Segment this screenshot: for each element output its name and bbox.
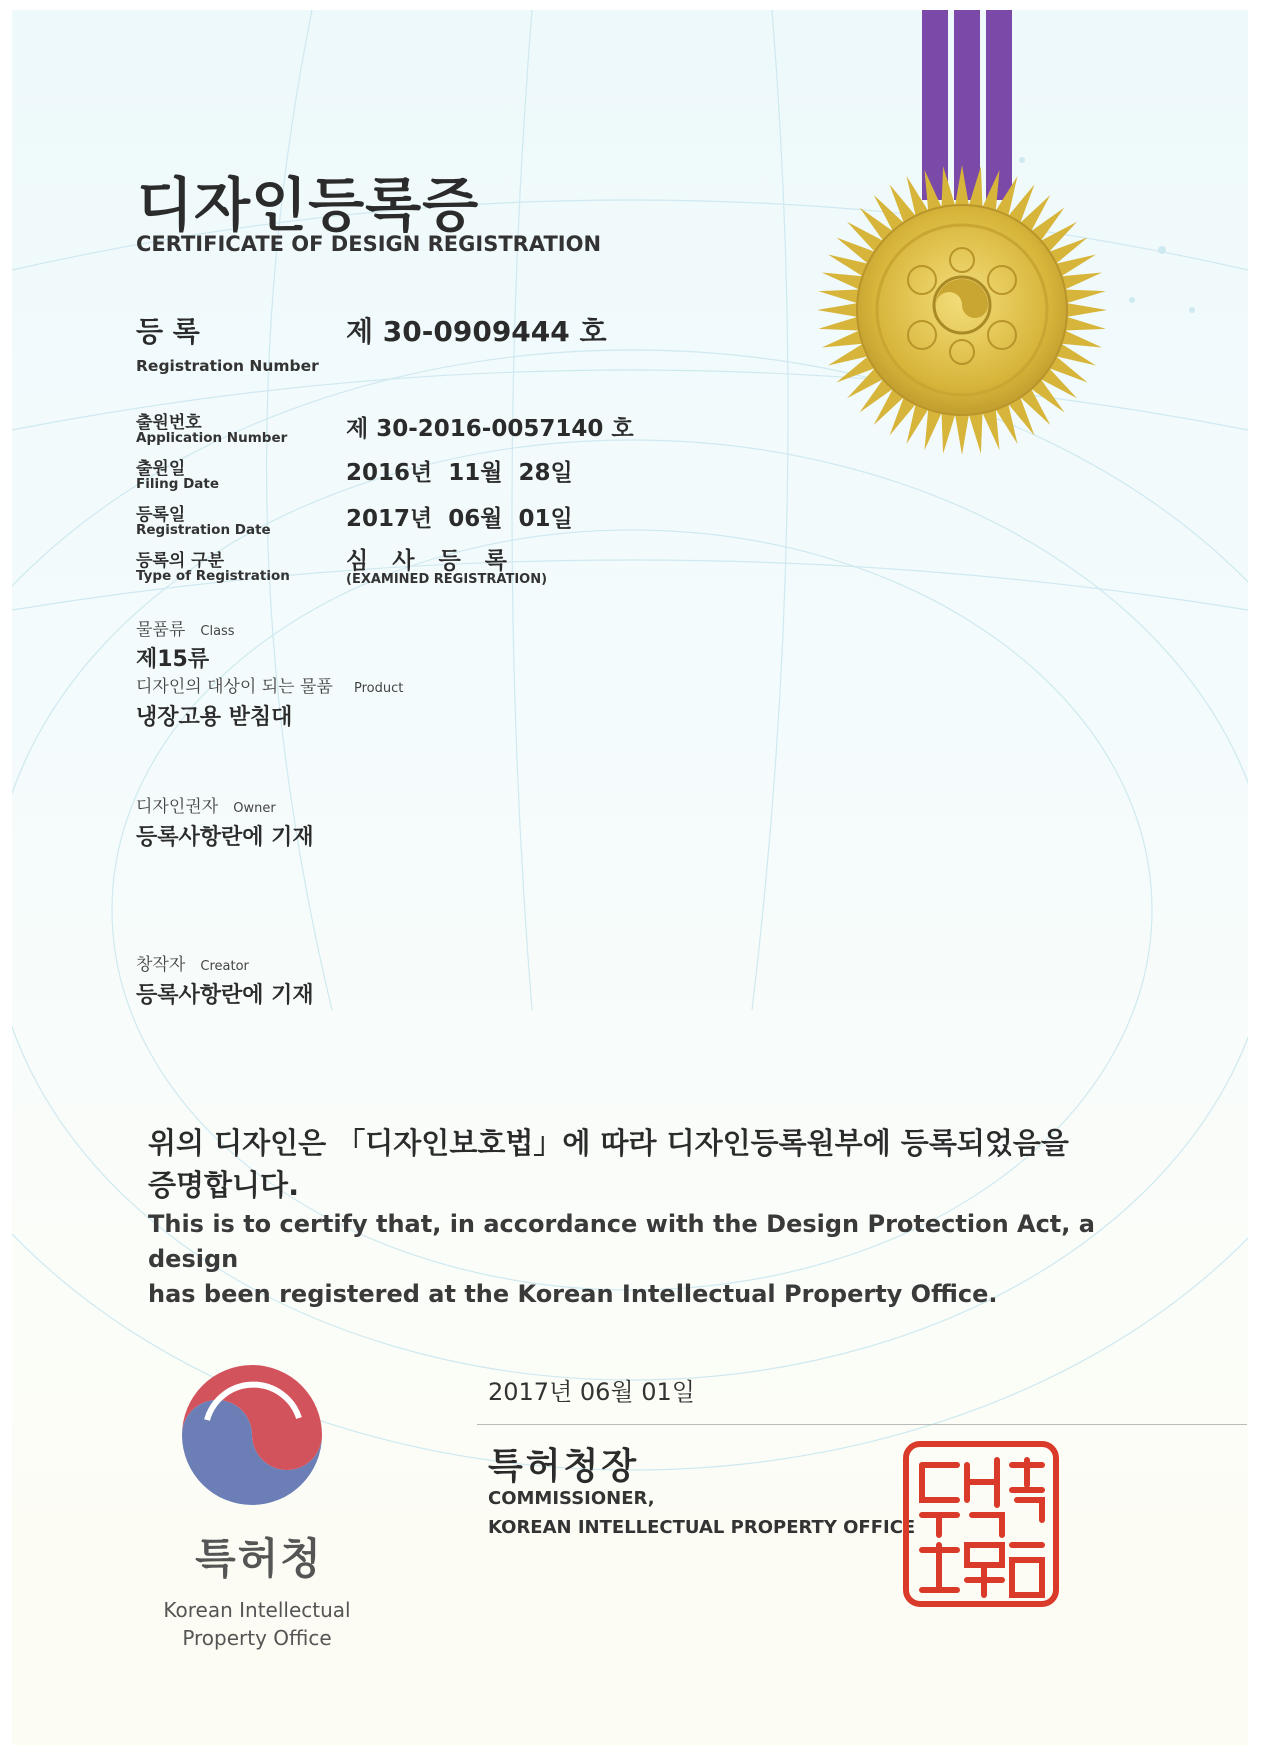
owner-value: 등록사항란에 기재 xyxy=(136,825,314,850)
class-value: 제15류 xyxy=(136,647,210,672)
owner-label xyxy=(136,792,276,817)
signature-divider xyxy=(477,1424,1247,1425)
registration-label-en: Registration Number xyxy=(136,357,319,375)
seal-ray xyxy=(818,290,859,304)
creator-label-en: Creator xyxy=(200,959,249,974)
application-number-label-en: Application Number xyxy=(136,430,288,446)
gold-seal-icon xyxy=(812,160,1112,460)
commissioner-title-en-line1: COMMISSIONER, xyxy=(488,1488,655,1509)
certification-statement-en xyxy=(148,1207,1148,1312)
class-label-en: Class xyxy=(200,624,235,639)
certification-statement-ko xyxy=(148,1122,1148,1206)
seal-ray xyxy=(822,273,863,290)
filing-date-label-ko: 출원일 xyxy=(136,459,186,479)
seal-ray xyxy=(818,317,859,331)
filing-date-label-en: Filing Date xyxy=(136,476,220,492)
registration-type-subvalue: (EXAMINED REGISTRATION) xyxy=(346,572,548,587)
seal-ray xyxy=(942,413,956,454)
class-label xyxy=(136,615,235,640)
product-value: 냉장고용 받침대 xyxy=(136,705,293,730)
issue-date: 2017년 06월 01일 xyxy=(488,1378,695,1406)
seal-ray xyxy=(822,331,863,348)
statement-ko-line1: 위의 디자인은 「디자인보호법」에 따라 디자인등록원부에 등록되었음을 xyxy=(148,1126,1069,1160)
seal-ray xyxy=(1061,331,1102,348)
seal-ray xyxy=(1061,273,1102,290)
commissioner-title-ko: 특허청장 xyxy=(488,1446,640,1487)
seal-ray xyxy=(817,303,857,317)
product-label xyxy=(136,672,403,697)
kipo-name-ko: 특허청 xyxy=(195,1534,323,1583)
kipo-name-en-line1: Korean Intellectual xyxy=(163,1598,351,1622)
registration-type-label-ko: 등록의 구분 xyxy=(136,551,225,571)
seal-ray xyxy=(983,170,1000,211)
registration-date-label-en: Registration Date xyxy=(136,522,271,538)
class-label-ko: 물품류 xyxy=(136,620,186,640)
certificate-title-en: CERTIFICATE OF DESIGN REGISTRATION xyxy=(136,232,602,256)
application-number-label-ko: 출원번호 xyxy=(136,413,202,433)
owner-label-ko: 디자인권자 xyxy=(136,797,219,817)
registration-number: 제 30-0909444 호 xyxy=(346,315,607,348)
filing-date-value: 2016년 11월 28일 xyxy=(346,460,573,486)
statement-ko-line2: 증명합니다. xyxy=(148,1168,300,1202)
product-label-ko: 디자인의 대상이 되는 물품 xyxy=(136,677,333,697)
seal-ray xyxy=(983,409,1000,450)
seal-ray xyxy=(925,170,942,211)
registration-date-value: 2017년 06월 01일 xyxy=(346,506,573,532)
owner-label-en: Owner xyxy=(233,801,276,816)
seal-ray xyxy=(942,166,956,207)
statement-en-line2: has been registered at the Korean Intellectual Property Office. xyxy=(148,1280,998,1308)
seal-ray xyxy=(969,413,983,454)
seal-ray xyxy=(1065,290,1106,304)
application-number-value: 제 30-2016-0057140 호 xyxy=(346,416,634,442)
seal-ray xyxy=(1067,303,1107,317)
creator-label xyxy=(136,950,249,975)
certificate-sheet xyxy=(12,10,1248,1745)
seal-ray xyxy=(1065,317,1106,331)
certificate-title-ko: 디자인등록증 xyxy=(137,171,480,239)
registration-label-ko: 등 록 xyxy=(136,315,200,348)
kipo-logo-icon xyxy=(177,1360,327,1510)
seal-ray xyxy=(955,415,969,455)
official-red-stamp-icon xyxy=(902,1440,1062,1610)
kipo-name-en-line2: Property Office xyxy=(182,1626,332,1650)
registration-type-value: 심 사 등 록 xyxy=(346,548,507,574)
seal-ray xyxy=(955,165,969,205)
product-label-en: Product xyxy=(353,681,404,696)
creator-value: 등록사항란에 기재 xyxy=(136,983,314,1008)
creator-label-ko: 창작자 xyxy=(136,955,186,975)
registration-type-label-en: Type of Registration xyxy=(136,568,290,584)
registration-date-label-ko: 등록일 xyxy=(136,505,186,525)
statement-en-line1: This is to certify that, in accordance with the Design Protection Act, a design xyxy=(148,1210,1095,1273)
commissioner-title-en-line2: KOREAN INTELLECTUAL PROPERTY OFFICE xyxy=(488,1517,916,1538)
seal-ray xyxy=(969,166,983,207)
seal-ray xyxy=(925,409,942,450)
